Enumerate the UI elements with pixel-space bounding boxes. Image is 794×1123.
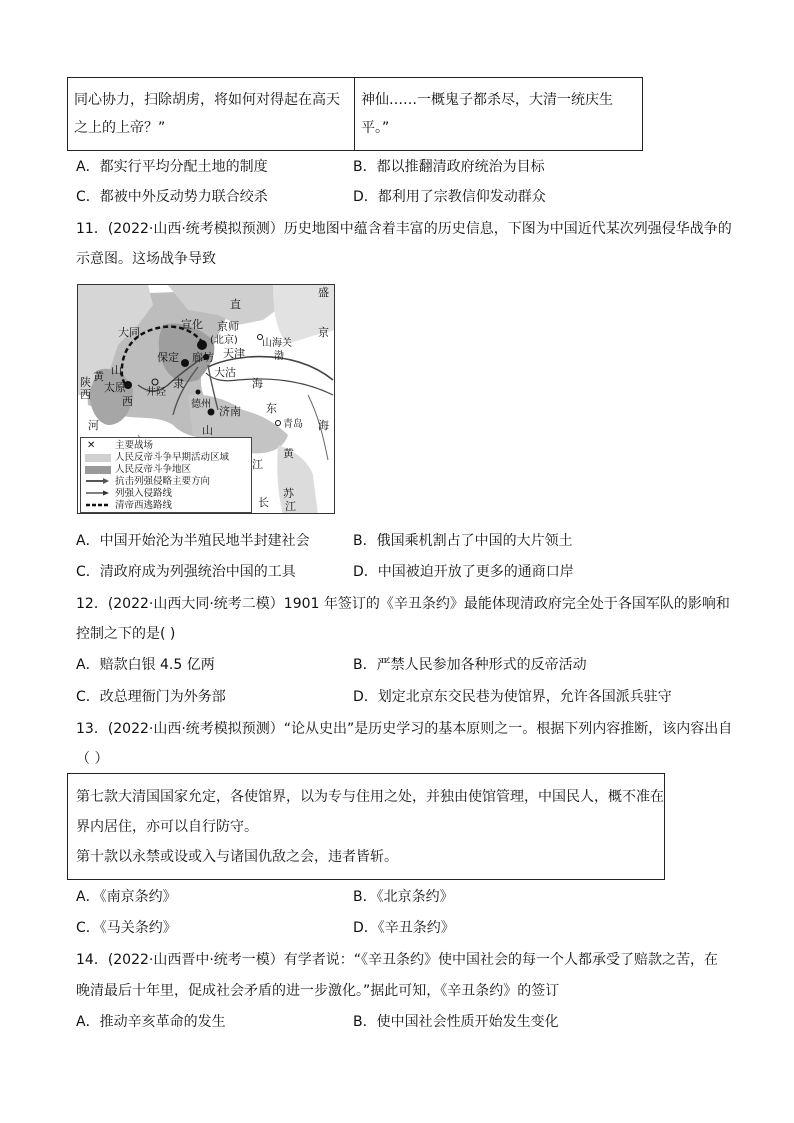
map-label-jinan: 济南 (219, 405, 241, 418)
map-label-bo: 渤 (274, 351, 284, 362)
historical-map (77, 284, 335, 514)
q13-option-c: C．《马关条约》 (76, 920, 177, 936)
excerpt-line-1: 第七款大清国国家允定，各使馆界，以为专与住用之处，并独由使馆管理，中国民人，概不准在 (76, 789, 664, 805)
q10-option-d: D．都利用了宗教信仰发动群众 (353, 189, 546, 205)
map-label-shanhaiguan: 山海关 (262, 338, 292, 349)
legend-item-resistance (85, 477, 210, 487)
map-label-taiyuan: 太原 (104, 381, 126, 394)
map-label-dagu: 大沽 (214, 366, 236, 379)
map-label-xi: 西 (122, 395, 133, 408)
q12-option-d: D．划定北京东交民巷为使馆界，允许各国派兵驻守 (353, 689, 672, 705)
q12-option-c: C．改总理衙门为外务部 (76, 689, 226, 705)
dark-area-swatch-icon (85, 466, 111, 474)
map-label-shan-2: 山 (202, 424, 213, 437)
map-label-jiang: 江 (252, 458, 263, 471)
q10-option-a: A．都实行平均分配土地的制度 (76, 159, 268, 175)
q10-option-c: C．都被中外反动势力联合绞杀 (76, 189, 268, 205)
q11-option-b: B．俄国乘机割占了中国的大片领土 (353, 533, 573, 549)
map-legend (80, 437, 252, 513)
legend-label: 清帝西逃路线 (115, 500, 173, 511)
excerpt-line-2: 界内居住，亦可以自行防守。 (76, 819, 258, 835)
q14-stem-line-2: 晚清最后十年里，促成社会矛盾的进一步激化。”据此可知，《辛丑条约》的签订 (76, 983, 560, 999)
quote-right-line-1: 神仙……一概鬼子都杀尽，大清一统庆生 (361, 92, 613, 108)
map-label-huang: 黄 (93, 370, 104, 383)
map-label-shaanxi-2: 西 (80, 388, 91, 401)
map-label-sheng: 盛 (318, 286, 329, 299)
legend-label: 人民反帝斗争地区 (115, 464, 192, 475)
legend-item-escape (85, 501, 172, 511)
q12-option-a: A．赔款白银 4.5 亿两 (76, 657, 215, 673)
map-label-he: 河 (88, 419, 99, 432)
map-label-chang: 长 (258, 496, 269, 509)
map-label-langfang: 廊坊 (192, 351, 214, 364)
map-label-qingdao: 青岛 (283, 419, 303, 430)
map-label-dong: 东 (266, 402, 277, 415)
map-label-jingxing: 井陉 (146, 387, 166, 398)
q12-option-b: B．严禁人民参加各种形式的反帝活动 (353, 657, 587, 673)
arrow-right-icon (85, 478, 111, 486)
map-label-jingshi: 京师 (217, 320, 239, 333)
quote-cell-left (68, 78, 355, 150)
cross-icon: ✕ (87, 440, 96, 451)
q14-option-a: A．推动辛亥革命的发生 (76, 1014, 226, 1030)
map-label-jing-right: 京 (318, 326, 329, 339)
legend-label: 列强入侵路线 (115, 488, 173, 499)
map-label-huang-2: 黄 (283, 447, 294, 460)
map-label-hai: 海 (252, 377, 263, 390)
q13-option-b: B．《北京条约》 (353, 889, 454, 905)
legend-item-invasion (85, 489, 172, 499)
quote-cell-right (355, 78, 642, 150)
map-label-dezhou: 德州 (191, 399, 211, 410)
light-area-swatch-icon (85, 454, 111, 462)
legend-item-early-area (85, 453, 229, 463)
q10-option-b: B．都以推翻清政府统治为目标 (353, 159, 545, 175)
dashed-line-icon (85, 502, 111, 510)
legend-label: 主要战场 (115, 440, 154, 451)
excerpt-line-3: 第十款以永禁或设或入与诸国仇敌之会，违者皆斩。 (76, 849, 398, 865)
q11-option-d: D．中国被迫开放了更多的通商口岸 (353, 564, 574, 580)
map-label-shaanxi-1: 陕 (80, 376, 91, 389)
q11-stem-line-1: 11．(2022·山西·统考模拟预测）历史地图中蕴含着丰富的历史信息，下图为中国近代某次列强侵华战争的 (76, 221, 732, 237)
legend-label: 抗击列强侵略主要方向 (115, 476, 211, 487)
arrow-right-thin-icon (85, 490, 111, 498)
quote-left-line-1: 同心协力，扫除胡虏，将如何对得起在高天 (74, 92, 340, 108)
legend-item-struggle-area (85, 465, 191, 475)
map-label-su: 苏 (283, 487, 294, 500)
map-label-datong: 大同 (118, 326, 140, 339)
map-label-hai-2: 海 (318, 419, 329, 432)
map-label-xuanhua: 宣化 (181, 318, 203, 331)
legend-label: 人民反帝斗争早期活动区域 (115, 452, 230, 463)
q13-stem-line-1: 13．(2022·山西·统考模拟预测）“论从史出”是历史学习的基本原则之一。根据下列内容推断，该内容出自 (76, 721, 733, 737)
map-label-baoding: 保定 (157, 351, 179, 364)
q13-option-d: D．《辛丑条约》 (353, 920, 455, 936)
map-label-li: 隶 (173, 377, 184, 390)
treaty-excerpt-box (67, 773, 665, 880)
legend-item-battlefield (85, 441, 153, 451)
map-label-beijing: (北京) (210, 335, 238, 346)
map-label-shan-1: 山 (111, 364, 122, 377)
q13-stem-line-2: （ ） (76, 751, 109, 767)
q13-option-a: A．《南京条约》 (76, 889, 177, 905)
q11-option-c: C．清政府成为列强统治中国的工具 (76, 564, 296, 580)
q14-stem-line-1: 14．(2022·山西晋中·统考一模）有学者说：“《辛丑条约》使中国社会的每一个人都承受了赔款之苦，在 (76, 952, 719, 968)
quote-right-line-2: 平。” (361, 120, 390, 136)
q14-option-b: B．使中国社会性质开始发生变化 (353, 1014, 559, 1030)
q11-option-a: A．中国开始沦为半殖民地半封建社会 (76, 533, 310, 549)
q12-stem-line-1: 12．(2022·山西大同·统考二模）1901 年签订的《辛丑条约》最能体现清政府完全处于各国军队的影响和 (76, 596, 730, 612)
q11-stem-line-2: 示意图。这场战争导致 (76, 251, 216, 267)
map-label-tianjin: 天津 (223, 347, 245, 360)
q12-stem-line-2: 控制之下的是( ) (76, 626, 176, 642)
quote-left-line-2: 之上的上帝？” (74, 120, 166, 136)
map-label-jiang-2: 江 (285, 500, 296, 513)
quote-table (67, 77, 643, 151)
map-label-zhi: 直 (230, 298, 241, 311)
